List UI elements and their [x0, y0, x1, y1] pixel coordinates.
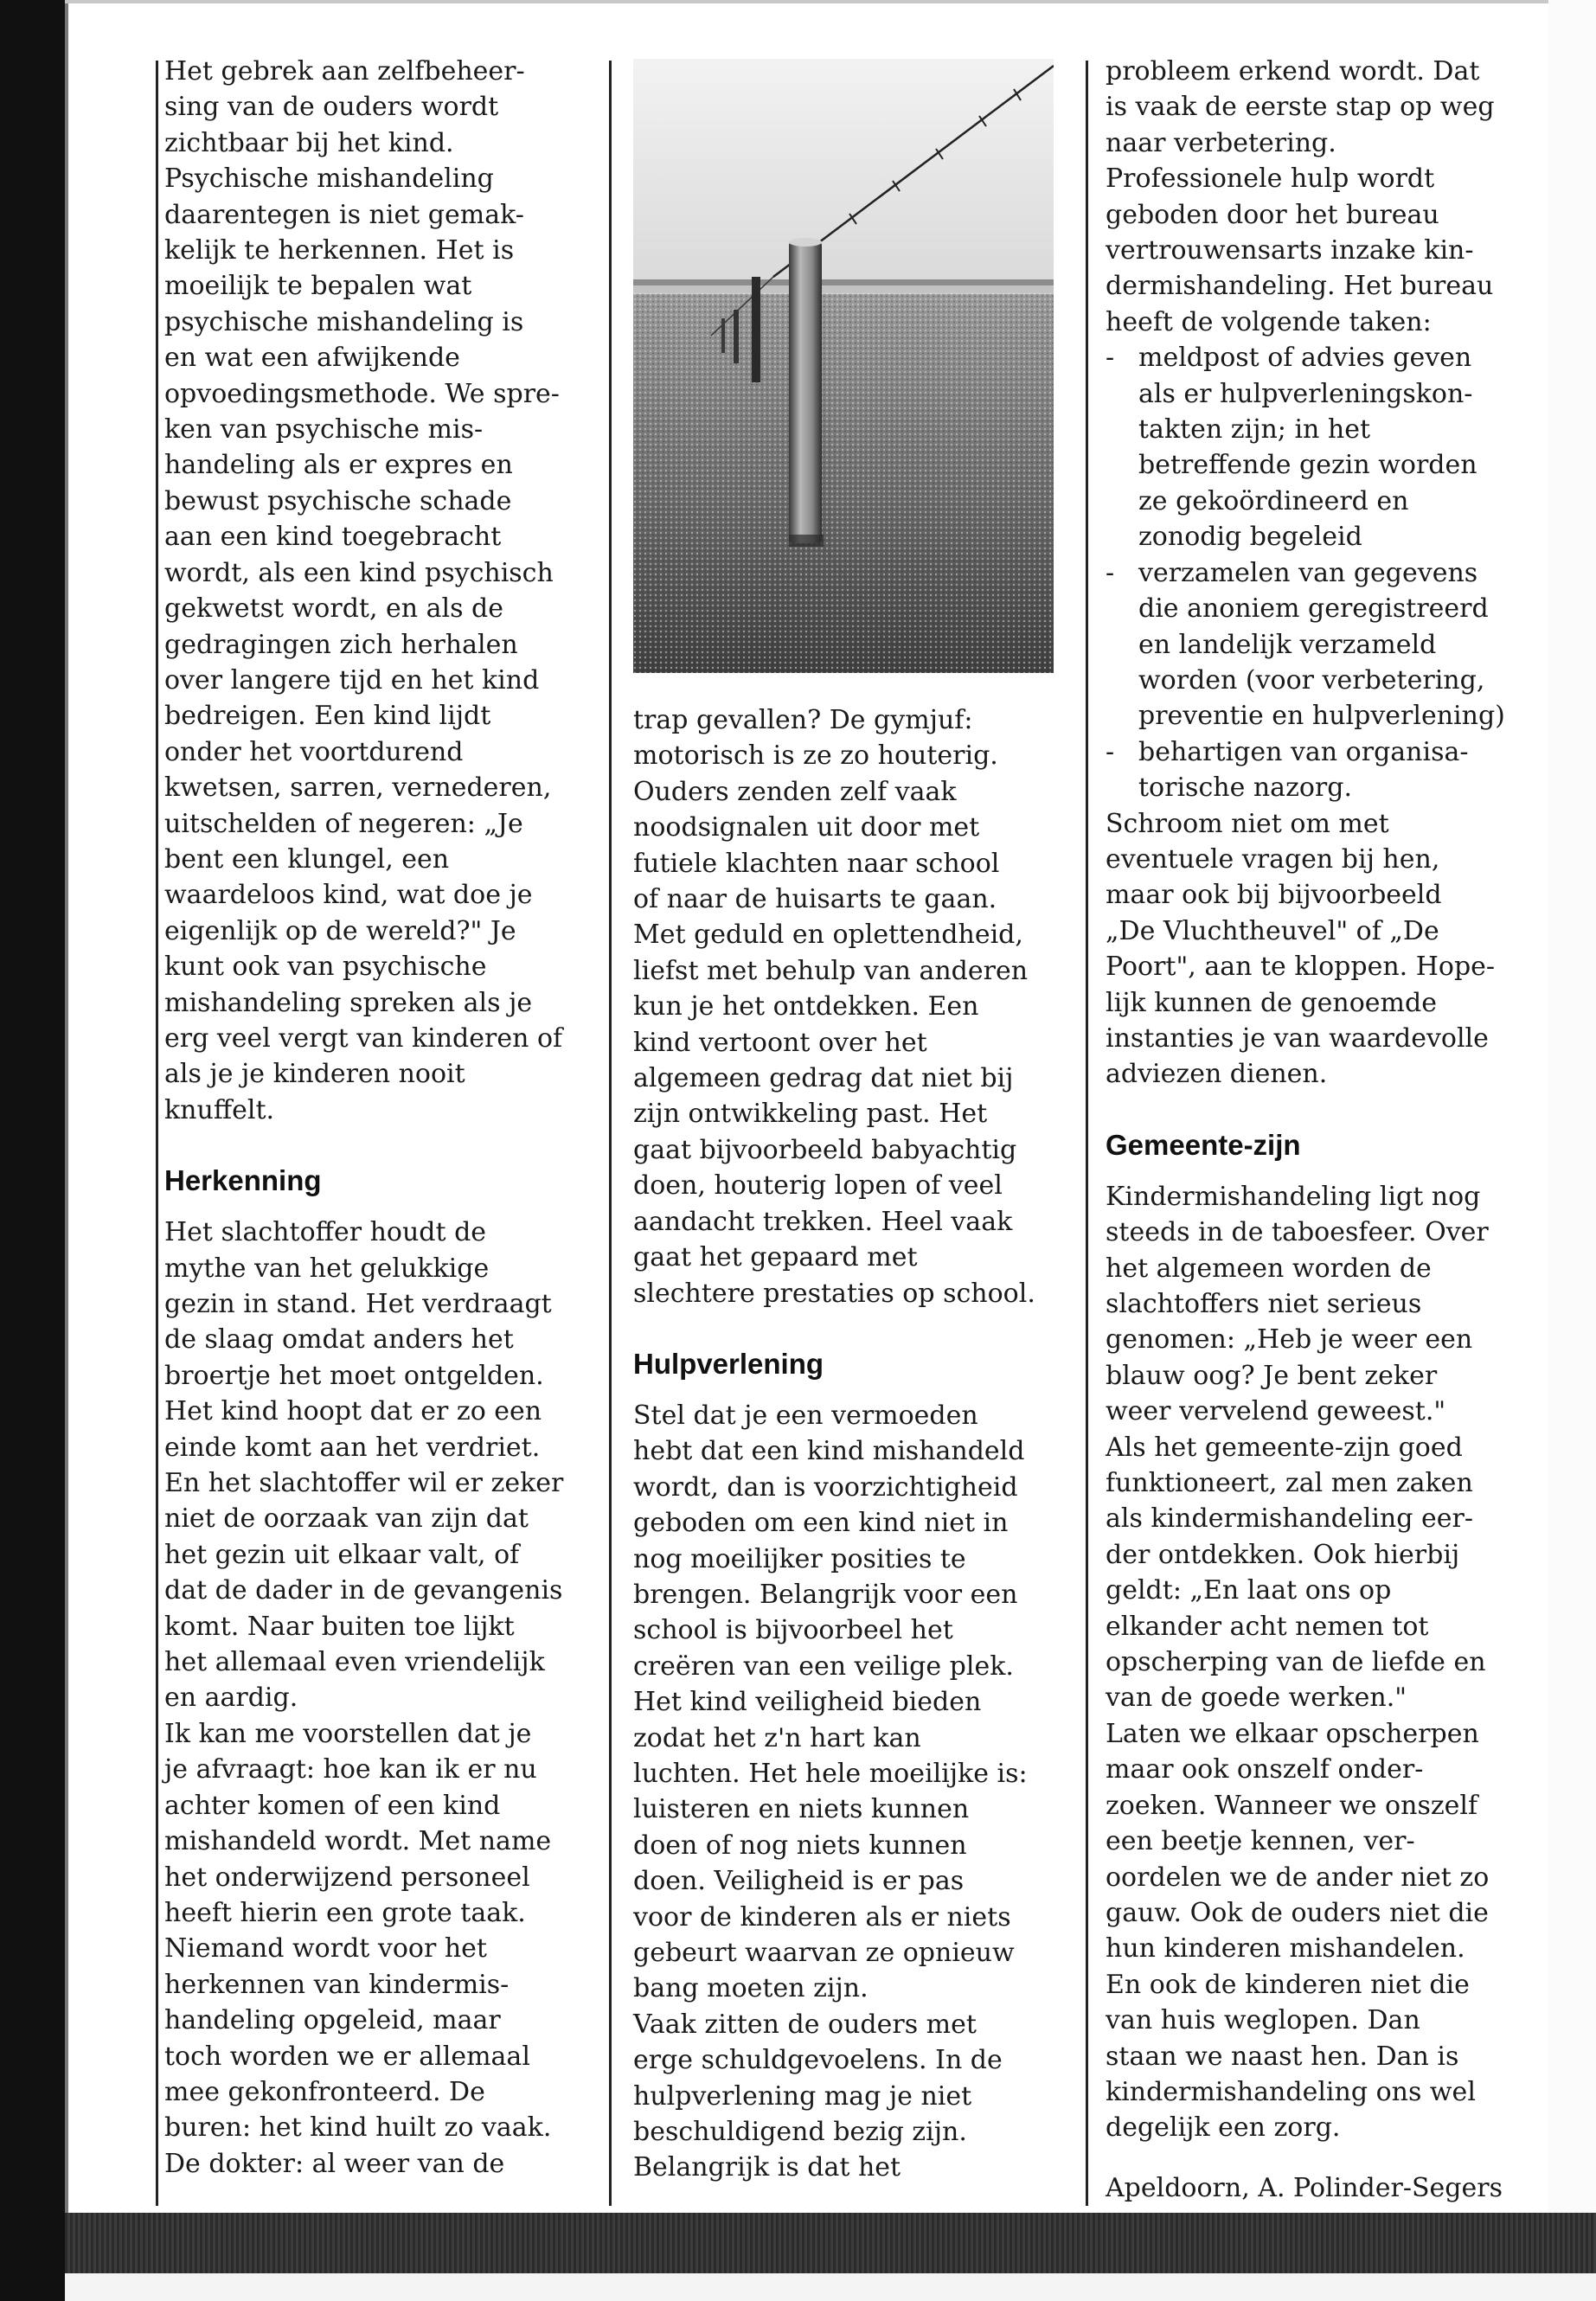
text-line: moeilijk te bepalen wat [164, 271, 472, 302]
column-rule-middle-1 [609, 61, 612, 2206]
text-line: dermishandeling. Het bureau [1106, 271, 1494, 302]
text-line: slachtoffers niet serieus [1106, 1289, 1422, 1319]
text-line: behartigen van organisa- [1138, 736, 1469, 767]
bullet-text [1138, 555, 1542, 734]
text-line: preventie en hulpverlening) [1138, 701, 1505, 732]
text-line: futiele klachten naar school [633, 848, 1000, 879]
text-line: probleem erkend wordt. Dat [1106, 56, 1480, 87]
text-line: algemeen gedrag dat niet bij [633, 1063, 1014, 1094]
text-line: erge schuldgevoelens. In de [633, 2045, 1003, 2076]
text-line: trap gevallen? De gymjuf: [633, 705, 973, 735]
text-line: dat de dader in de gevangenis [164, 1575, 563, 1606]
text-line: maar ook bij bijvoorbeeld [1106, 880, 1442, 911]
text-line: toch worden we er allemaal [164, 2041, 530, 2072]
text-line: een beetje kennen, ver- [1106, 1826, 1415, 1857]
text-line: bent een klungel, een [164, 843, 450, 875]
text-line: achter komen of een kind [164, 1790, 501, 1821]
text-line: mishandeld wordt. Met name [164, 1826, 552, 1857]
task-bullet-item [1106, 734, 1542, 806]
text-line: Met geduld en oplettendheid, [633, 920, 1023, 951]
text-line: aandacht trekken. Heel vaak [633, 1206, 1013, 1237]
text-line: mishandeling spreken als je [164, 987, 533, 1018]
text-line: de slaag omdat anders het [164, 1324, 514, 1356]
text-line: elkander acht nemen tot [1106, 1611, 1429, 1642]
text-line: genomen: „Heb je weer een [1106, 1324, 1473, 1356]
text-line: als kindermishandeling eer- [1106, 1503, 1473, 1535]
fence-photo-graphic [633, 59, 1054, 673]
text-line: het allemaal even vriendelijk [164, 1647, 545, 1678]
col1-paragraph-2 [164, 1215, 597, 1716]
text-line: oordelen we de ander niet zo [1106, 1862, 1490, 1893]
col2-paragraph-2 [633, 1398, 1066, 2007]
col3-paragraph-6 [1106, 1716, 1542, 2146]
text-line: eigenlijk op de wereld?" Je [164, 915, 516, 946]
text-line: geboden door het bureau [1106, 199, 1439, 230]
col1-paragraph-3 [164, 1716, 597, 2182]
text-line: hulpverlening mag je niet [633, 2080, 972, 2112]
text-line: gauw. Ook de ouders niet die [1106, 1897, 1489, 1928]
text-line: nog moeilijker posities te [633, 1543, 966, 1574]
text-line: Laten we elkaar opscherpen [1106, 1718, 1479, 1749]
text-line: vertrouwensarts inzake kin- [1106, 235, 1474, 266]
text-line: Het kind veiligheid bieden [633, 1687, 982, 1718]
text-line: zoeken. Wanneer we onszelf [1106, 1790, 1478, 1821]
text-line: Psychische mishandeling [164, 163, 494, 195]
article-column-1 [164, 54, 597, 2182]
text-line: van huis weglopen. Dan [1106, 2005, 1420, 2036]
text-line: maar ook onszelf onder- [1106, 1754, 1424, 1785]
text-line: instanties je van waardevolle [1106, 1022, 1489, 1054]
text-line: voor de kinderen als er niets [633, 1901, 1011, 1932]
text-line: ken van psychische mis- [164, 414, 484, 445]
text-line: takten zijn; in het [1138, 414, 1371, 445]
text-line: Stel dat je een vermoeden [633, 1400, 978, 1431]
text-line: Schroom niet om met [1106, 808, 1389, 839]
text-line: gezin in stand. Het verdraagt [164, 1289, 552, 1319]
text-line: Het gebrek aan zelfbeheer- [164, 56, 525, 87]
text-line: je afvraagt: hoe kan ik er nu [164, 1754, 537, 1785]
text-line: Het slachtoffer houdt de [164, 1217, 487, 1248]
text-line: het gezin uit elkaar valt, of [164, 1539, 520, 1570]
text-line: der ontdekken. Ook hierbij [1106, 1539, 1460, 1570]
text-line: gaat bijvoorbeeld babyachtig [633, 1134, 1017, 1165]
text-line: steeds in de taboesfeer. Over [1106, 1217, 1489, 1248]
text-line: En het slachtoffer wil er zeker [164, 1468, 564, 1499]
text-line: psychische mishandeling is [164, 306, 524, 337]
text-line: Professionele hulp wordt [1106, 163, 1435, 195]
text-line: worden (voor verbetering, [1138, 664, 1485, 695]
text-line: blauw oog? Je bent zeker [1106, 1360, 1438, 1391]
text-line: of naar de huisarts te gaan. [633, 884, 997, 915]
text-line: niet de oorzaak van zijn dat [164, 1503, 529, 1535]
text-line: zonodig begeleid [1138, 522, 1362, 553]
task-bullet-item [1106, 340, 1542, 554]
text-line: Als het gemeente-zijn goed [1106, 1432, 1463, 1463]
bullet-dash: - [1106, 343, 1115, 374]
text-line: school is bijvoorbeel het [633, 1615, 953, 1646]
text-line: zichtbaar bij het kind. [164, 127, 454, 158]
right-page-edge [1548, 0, 1596, 2213]
text-line: staan we naast hen. Dan is [1106, 2041, 1459, 2072]
text-line: verzamelen van gegevens [1138, 557, 1478, 588]
text-line: Niemand wordt voor het [164, 1933, 487, 1965]
text-line: knuffelt. [164, 1094, 275, 1125]
text-line: bedreigen. Een kind lijdt [164, 701, 491, 732]
text-line: kindermishandeling ons wel [1106, 2076, 1476, 2107]
text-line: erg veel vergt van kinderen of [164, 1022, 563, 1054]
col3-paragraph-3 [1106, 806, 1542, 1093]
text-line: meldpost of advies geven [1138, 343, 1472, 374]
article-column-2 [633, 702, 1066, 2186]
text-line: Belangrijk is dat het [633, 2152, 901, 2183]
text-line: die anoniem geregistreerd [1138, 593, 1489, 625]
text-line: als je je kinderen nooit [164, 1059, 465, 1090]
text-line: en aardig. [164, 1682, 298, 1714]
text-line: En ook de kinderen niet die [1106, 1969, 1470, 2000]
text-line: weer vervelend geweest." [1106, 1396, 1446, 1427]
text-line: mee gekonfronteerd. De [164, 2076, 485, 2107]
text-line: mythe van het gelukkige [164, 1253, 490, 1284]
text-line: torische nazorg. [1138, 772, 1353, 804]
text-line: kind vertoont over het [633, 1027, 927, 1058]
text-line: doen. Veiligheid is er pas [633, 1866, 965, 1897]
text-line: eventuele vragen bij hen, [1106, 843, 1440, 875]
fence-photo [633, 59, 1054, 673]
text-line: Ik kan me voorstellen dat je [164, 1718, 532, 1749]
bullet-text [1138, 340, 1542, 554]
text-line: zijn ontwikkeling past. Het [633, 1099, 988, 1130]
text-line: luisteren en niets kunnen [633, 1794, 970, 1825]
text-line: uitschelden of negeren: „Je [164, 808, 523, 839]
col3-paragraph-4 [1106, 1179, 1542, 1430]
text-line: De dokter: al weer van de [164, 2148, 505, 2179]
author-credit: Apeldoorn, A. Polinder-Segers [1106, 2172, 1503, 2203]
text-line: slechtere prestaties op school. [633, 1278, 1035, 1309]
text-line: daarentegen is niet gemak- [164, 199, 524, 230]
text-line: opscherping van de liefde en [1106, 1647, 1486, 1678]
text-line: brengen. Belangrijk voor een [633, 1579, 1018, 1610]
text-line: betreffende gezin worden [1138, 450, 1477, 481]
text-line: luchten. Het hele moeilijke is: [633, 1758, 1028, 1789]
text-line: over langere tijd en het kind [164, 664, 540, 695]
text-line: geldt: „En laat ons op [1106, 1575, 1392, 1606]
text-line: beschuldigend bezig zijn. [633, 2117, 967, 2148]
text-line: als er hulpverleningskon- [1138, 378, 1473, 409]
text-line: van de goede werken." [1106, 1682, 1407, 1714]
text-line: is vaak de eerste stap op weg [1106, 92, 1495, 123]
text-line: adviezen dienen. [1106, 1059, 1328, 1090]
col1-paragraph-1 [164, 54, 597, 1128]
text-line: zodat het z'n hart kan [633, 1722, 921, 1753]
text-line: Poort", aan te kloppen. Hope- [1106, 952, 1496, 983]
left-margin-edge [65, 0, 68, 2301]
text-line: sing van de ouders wordt [164, 92, 499, 123]
text-line: gaat het gepaard met [633, 1242, 918, 1273]
text-line: kunt ook van psychische [164, 952, 487, 983]
bullet-dash: - [1106, 736, 1115, 767]
text-line: heeft hierin een grote taak. [164, 1897, 526, 1928]
text-line: kwetsen, sarren, vernederen, [164, 772, 552, 804]
text-line: handeling opgeleid, maar [164, 2005, 501, 2036]
text-line: buren: het kind huilt zo vaak. [164, 2112, 552, 2144]
text-line: lijk kunnen de genoemde [1106, 987, 1437, 1018]
text-line: heeft de volgende taken: [1106, 306, 1432, 337]
text-line: hebt dat een kind mishandeld [633, 1436, 1025, 1467]
text-line: komt. Naar buiten toe lijkt [164, 1611, 515, 1642]
text-line: funktioneert, zal men zaken [1106, 1468, 1473, 1499]
text-line: Vaak zitten de ouders met [633, 2009, 977, 2040]
bottom-dark-band [65, 2213, 1596, 2273]
text-line: creëren van een veilige plek. [633, 1650, 1014, 1682]
text-line: gekwetst wordt, en als de [164, 593, 504, 625]
text-line: hun kinderen mishandelen. [1106, 1933, 1465, 1965]
heading-hulpverlening: Hulpverlening [633, 1347, 824, 1380]
text-line: liefst met behulp van anderen [633, 955, 1029, 986]
text-line: gedragingen zich herhalen [164, 629, 518, 660]
text-line: handeling als er expres en [164, 450, 513, 481]
text-line: en landelijk verzameld [1138, 629, 1437, 660]
col3-paragraph-5 [1106, 1430, 1542, 1716]
left-margin-bar [0, 0, 65, 2301]
text-line: ze gekoördineerd en [1138, 485, 1409, 516]
bottom-page-edge [65, 2273, 1596, 2301]
text-line: herkennen van kindermis- [164, 1969, 510, 2000]
text-line: noodsignalen uit door met [633, 812, 980, 843]
text-line: het algemeen worden de [1106, 1253, 1432, 1284]
bullet-dash: - [1106, 557, 1115, 588]
col2-paragraph-3 [633, 2007, 1066, 2186]
text-line: het onderwijzend personeel [164, 1862, 530, 1893]
col3-paragraph-1 [1106, 54, 1542, 161]
text-line: opvoedingsmethode. We spre- [164, 378, 560, 409]
text-line: aan een kind toegebracht [164, 522, 502, 553]
col2-paragraph-1 [633, 702, 1066, 1311]
text-line: motorisch is ze zo houterig. [633, 740, 998, 772]
text-line: en wat een afwijkende [164, 343, 460, 374]
bullet-text [1138, 734, 1542, 806]
text-line: Het kind hoopt dat er zo een [164, 1396, 542, 1427]
text-line: onder het voortdurend [164, 736, 464, 767]
text-line: Kindermishandeling ligt nog [1106, 1181, 1481, 1212]
text-line: bewust psychische schade [164, 485, 512, 516]
heading-herkenning: Herkenning [164, 1164, 322, 1197]
text-line: geboden om een kind niet in [633, 1508, 1009, 1539]
col3-paragraph-2 [1106, 161, 1542, 340]
text-line: einde komt aan het verdriet. [164, 1432, 541, 1463]
text-line: bang moeten zijn. [633, 1973, 869, 2004]
column-rule-left [156, 61, 158, 2206]
text-line: waardeloos kind, wat doe je [164, 880, 533, 911]
text-line: naar verbetering. [1106, 127, 1336, 158]
task-bullet-list [1106, 340, 1542, 805]
task-bullet-item [1106, 555, 1542, 734]
text-line: kelijk te herkennen. Het is [164, 235, 515, 266]
text-line: broertje het moet ontgelden. [164, 1360, 544, 1391]
text-line: doen of nog niets kunnen [633, 1830, 967, 1861]
text-line: kun je het ontdekken. Een [633, 991, 979, 1022]
text-line: degelijk een zorg. [1106, 2112, 1341, 2144]
column-rule-middle-2 [1086, 61, 1088, 2206]
text-line: wordt, dan is voorzichtigheid [633, 1471, 1018, 1503]
text-line: Ouders zenden zelf vaak [633, 776, 957, 807]
text-line: wordt, als een kind psychisch [164, 557, 554, 588]
top-edge-line [65, 0, 1553, 3]
heading-gemeente-zijn: Gemeente-zijn [1106, 1128, 1301, 1161]
article-column-3 [1106, 54, 1542, 2206]
text-line: „De Vluchtheuvel" of „De [1106, 915, 1439, 946]
text-line: doen, houterig lopen of veel [633, 1170, 1003, 1202]
text-line: gebeurt waarvan ze opnieuw [633, 1938, 1015, 1968]
